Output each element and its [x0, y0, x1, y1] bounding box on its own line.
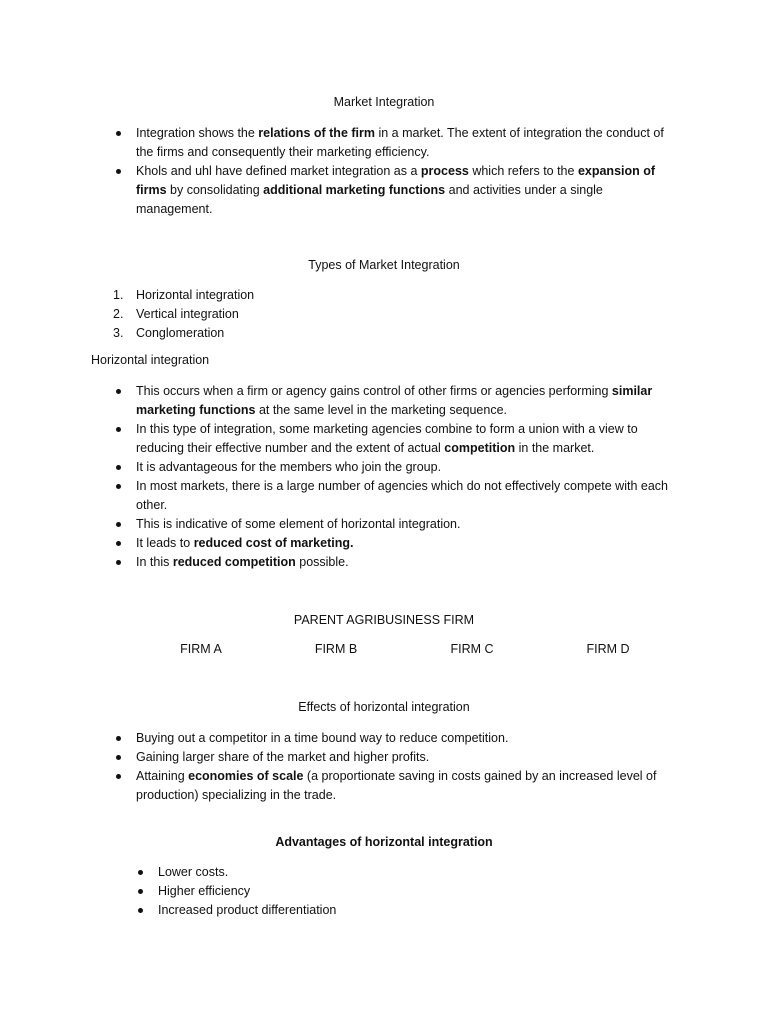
types-heading: Types of Market Integration [308, 258, 460, 272]
text: This is indicative of some element of horizontal integration. [136, 517, 461, 531]
intro-bullet-list [136, 124, 681, 219]
list-label: Conglomeration [136, 326, 225, 340]
page-title: Market Integration [333, 95, 435, 109]
horizontal-bullet-item [136, 534, 676, 553]
text: Increased product differentiation [158, 903, 337, 917]
effects-bullet-item [136, 729, 676, 748]
bold-text: similar marketing functions [136, 384, 653, 417]
advantages-bullet-item [158, 901, 558, 920]
text: by consolidating [166, 183, 264, 197]
diagram-firm-b: FIRM B [314, 642, 358, 656]
diagram-firm-a: FIRM A [180, 642, 222, 656]
horizontal-bullet-item [136, 420, 676, 458]
effects-bullet-list [136, 729, 676, 805]
text: Higher efficiency [158, 884, 251, 898]
text: and activities under a single management. [136, 183, 603, 216]
bold-text: competition [444, 441, 516, 455]
bold-text: relations of the firm [258, 126, 375, 140]
text: Khols and uhl have defined market integration as a [136, 164, 421, 178]
bold-text: reduced cost of marketing. [193, 536, 354, 550]
advantages-heading: Advantages of horizontal integration [275, 835, 493, 849]
bold-text: process [420, 164, 469, 178]
text: Gaining larger share of the market and higher profits. [136, 750, 430, 764]
bold-text: expansion of firms [136, 164, 656, 197]
text: It is advantageous for the members who join the group. [136, 460, 442, 474]
effects-bullet-item [136, 748, 676, 767]
text: Attaining [136, 769, 189, 783]
horizontal-heading: Horizontal integration [91, 353, 210, 367]
diagram-firm-d: FIRM D [586, 642, 630, 656]
text: In most markets, there is a large number of agencies which do not effectively compete with each other. [136, 479, 668, 512]
horizontal-bullet-item [136, 477, 676, 515]
bold-text: additional marketing functions [263, 183, 446, 197]
text: Lower costs. [158, 865, 229, 879]
horizontal-bullet-list [136, 382, 676, 572]
text: Buying out a competitor in a time bound way to reduce competition. [136, 731, 509, 745]
text: which refers to the [468, 164, 578, 178]
bold-text: reduced competition [172, 555, 296, 569]
list-number: 3. [113, 326, 124, 340]
bold-text: economies of scale [188, 769, 304, 783]
list-number: 2. [113, 307, 124, 321]
types-list-item [113, 286, 536, 305]
types-list [113, 286, 536, 343]
horizontal-bullet-item [136, 515, 676, 534]
text: This occurs when a firm or agency gains control of other firms or agencies performing [136, 384, 612, 398]
intro-bullet-item [136, 162, 681, 219]
text: (a proportionate saving in costs gained by an increased level of production) specializing in the trade. [136, 769, 657, 802]
intro-bullet-item [136, 124, 681, 162]
text: It leads to [136, 536, 194, 550]
text: Integration shows the [136, 126, 259, 140]
advantages-bullet-list [158, 863, 558, 920]
list-label: Vertical integration [136, 307, 239, 321]
diagram-firm-c: FIRM C [450, 642, 494, 656]
list-label: Horizontal integration [136, 288, 255, 302]
effects-bullet-item [136, 767, 676, 805]
text: in the market. [515, 441, 595, 455]
text: possible. [295, 555, 349, 569]
text: at the same level in the marketing sequence. [255, 403, 508, 417]
text: in a market. The extent of integration the conduct of the firms and consequently their marketing efficiency. [136, 126, 664, 159]
types-list-item [113, 324, 536, 343]
diagram-parent-label: PARENT AGRIBUSINESS FIRM [293, 613, 475, 627]
effects-heading: Effects of horizontal integration [298, 700, 470, 714]
types-list-item [113, 305, 536, 324]
advantages-bullet-item [158, 882, 558, 901]
horizontal-bullet-item [136, 458, 676, 477]
text: In this type of integration, some marketing agencies combine to form a union with a view to reducing their effective number and the extent of actual [136, 422, 638, 455]
advantages-bullet-item [158, 863, 558, 882]
text: In this [136, 555, 173, 569]
horizontal-bullet-item [136, 553, 676, 572]
horizontal-bullet-item [136, 382, 676, 420]
list-number: 1. [113, 288, 124, 302]
